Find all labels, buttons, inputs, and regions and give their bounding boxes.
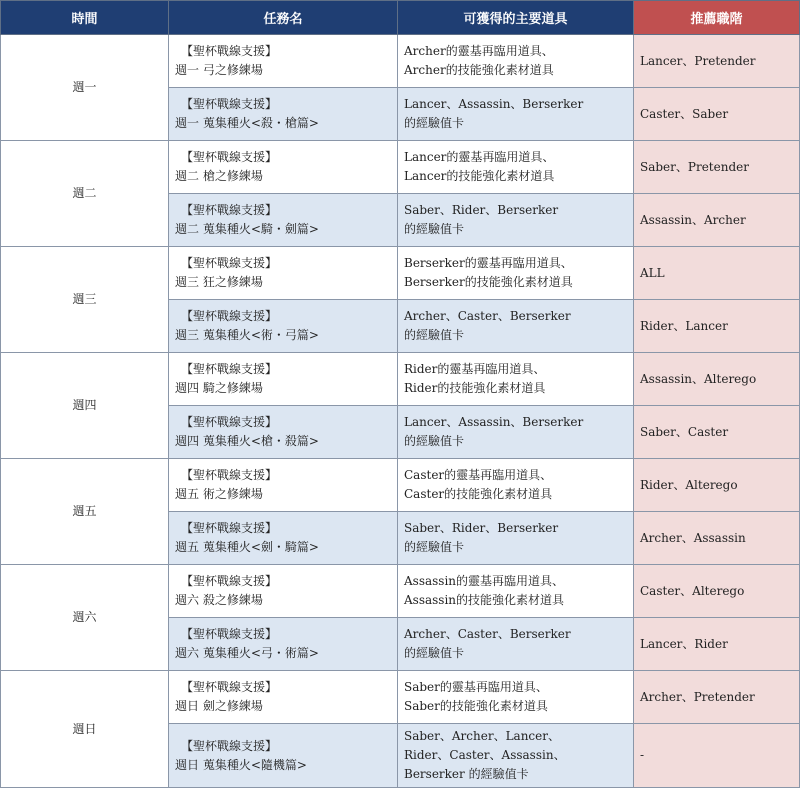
task-tag: 【聖杯戰線支援】 bbox=[181, 362, 278, 376]
table-row bbox=[1, 565, 800, 618]
recommended-class-cell: Rider、Alterego bbox=[634, 459, 800, 512]
items-cell: Lancer的靈基再臨用道具、 Lancer的技能強化素材道具 bbox=[398, 141, 634, 194]
items-cell: Saber的靈基再臨用道具、 Saber的技能強化素材道具 bbox=[398, 671, 634, 724]
task-tag: 【聖杯戰線支援】 bbox=[181, 203, 278, 217]
task-cell bbox=[169, 724, 398, 788]
day-cell: 週四 bbox=[1, 353, 169, 459]
items-cell: Caster的靈基再臨用道具、 Caster的技能強化素材道具 bbox=[398, 459, 634, 512]
day-cell: 週日 bbox=[1, 671, 169, 788]
items-cell: Rider的靈基再臨用道具、 Rider的技能強化素材道具 bbox=[398, 353, 634, 406]
recommended-class-cell: Assassin、Alterego bbox=[634, 353, 800, 406]
task-title: 週三 蒐集種火<術・弓篇> bbox=[175, 328, 319, 342]
items-cell: Archer的靈基再臨用道具、 Archer的技能強化素材道具 bbox=[398, 35, 634, 88]
task-title: 週日 劍之修練場 bbox=[175, 699, 263, 713]
table-row bbox=[1, 247, 800, 300]
day-cell: 週一 bbox=[1, 35, 169, 141]
items-cell: Saber、Rider、Berserker 的經驗值卡 bbox=[398, 512, 634, 565]
task-title: 週一 蒐集種火<殺・槍篇> bbox=[175, 116, 319, 130]
items-cell: Lancer、Assassin、Berserker 的經驗值卡 bbox=[398, 88, 634, 141]
task-tag: 【聖杯戰線支援】 bbox=[181, 521, 278, 535]
recommended-class-cell: Rider、Lancer bbox=[634, 300, 800, 353]
day-cell: 週五 bbox=[1, 459, 169, 565]
task-cell bbox=[169, 565, 398, 618]
table-row bbox=[1, 671, 800, 724]
items-cell: Archer、Caster、Berserker 的經驗值卡 bbox=[398, 618, 634, 671]
day-cell: 週六 bbox=[1, 565, 169, 671]
task-title: 週一 弓之修練場 bbox=[175, 63, 263, 77]
task-tag: 【聖杯戰線支援】 bbox=[181, 627, 278, 641]
task-cell bbox=[169, 618, 398, 671]
table-row bbox=[1, 459, 800, 512]
task-tag: 【聖杯戰線支援】 bbox=[181, 44, 278, 58]
task-cell bbox=[169, 247, 398, 300]
task-tag: 【聖杯戰線支援】 bbox=[181, 97, 278, 111]
task-title: 週日 蒐集種火<隨機篇> bbox=[175, 757, 307, 772]
task-cell bbox=[169, 88, 398, 141]
task-title: 週五 術之修練場 bbox=[175, 487, 263, 501]
recommended-class-cell: Saber、Caster bbox=[634, 406, 800, 459]
task-title: 週二 蒐集種火<騎・劍篇> bbox=[175, 222, 319, 236]
header-time: 時間 bbox=[1, 1, 169, 35]
task-cell bbox=[169, 353, 398, 406]
task-title: 週六 蒐集種火<弓・術篇> bbox=[175, 646, 319, 660]
items-cell: Saber、Rider、Berserker 的經驗值卡 bbox=[398, 194, 634, 247]
task-title: 週四 蒐集種火<槍・殺篇> bbox=[175, 434, 319, 448]
recommended-class-cell: Archer、Pretender bbox=[634, 671, 800, 724]
recommended-class-cell: Archer、Assassin bbox=[634, 512, 800, 565]
task-cell bbox=[169, 141, 398, 194]
table-row bbox=[1, 353, 800, 406]
task-tag: 【聖杯戰線支援】 bbox=[181, 680, 278, 694]
task-cell bbox=[169, 671, 398, 724]
recommended-class-cell: Assassin、Archer bbox=[634, 194, 800, 247]
task-title: 週四 騎之修練場 bbox=[175, 381, 263, 395]
recommended-class-cell: Saber、Pretender bbox=[634, 141, 800, 194]
header-task-name: 任務名 bbox=[169, 1, 398, 35]
items-cell: Assassin的靈基再臨用道具、 Assassin的技能強化素材道具 bbox=[398, 565, 634, 618]
task-title: 週五 蒐集種火<劍・騎篇> bbox=[175, 540, 319, 554]
items-cell: Lancer、Assassin、Berserker 的經驗值卡 bbox=[398, 406, 634, 459]
task-cell bbox=[169, 300, 398, 353]
task-title: 週三 狂之修練場 bbox=[175, 275, 263, 289]
items-cell: Berserker的靈基再臨用道具、 Berserker的技能強化素材道具 bbox=[398, 247, 634, 300]
task-tag: 【聖杯戰線支援】 bbox=[181, 468, 278, 482]
task-tag: 【聖杯戰線支援】 bbox=[181, 738, 278, 753]
recommended-class-cell: - bbox=[634, 724, 800, 788]
table-row bbox=[1, 141, 800, 194]
task-tag: 【聖杯戰線支援】 bbox=[181, 150, 278, 164]
items-cell: Saber、Archer、Lancer、 Rider、Caster、Assassin、 Berserker 的經驗值卡 bbox=[398, 724, 634, 788]
header-recommended-class: 推薦職階 bbox=[634, 1, 800, 35]
day-cell: 週二 bbox=[1, 141, 169, 247]
task-tag: 【聖杯戰線支援】 bbox=[181, 415, 278, 429]
recommended-class-cell: Lancer、Pretender bbox=[634, 35, 800, 88]
recommended-class-cell: Lancer、Rider bbox=[634, 618, 800, 671]
task-title: 週六 殺之修練場 bbox=[175, 593, 263, 607]
header-row bbox=[1, 1, 800, 35]
task-cell bbox=[169, 512, 398, 565]
task-tag: 【聖杯戰線支援】 bbox=[181, 574, 278, 588]
recommended-class-cell: ALL bbox=[634, 247, 800, 300]
task-tag: 【聖杯戰線支援】 bbox=[181, 309, 278, 323]
recommended-class-cell: Caster、Alterego bbox=[634, 565, 800, 618]
task-cell bbox=[169, 459, 398, 512]
header-main-items: 可獲得的主要道具 bbox=[398, 1, 634, 35]
recommended-class-cell: Caster、Saber bbox=[634, 88, 800, 141]
day-cell: 週三 bbox=[1, 247, 169, 353]
task-cell bbox=[169, 406, 398, 459]
task-tag: 【聖杯戰線支援】 bbox=[181, 256, 278, 270]
task-title: 週二 槍之修練場 bbox=[175, 169, 263, 183]
table-row bbox=[1, 35, 800, 88]
items-cell: Archer、Caster、Berserker 的經驗值卡 bbox=[398, 300, 634, 353]
task-cell bbox=[169, 35, 398, 88]
task-cell bbox=[169, 194, 398, 247]
